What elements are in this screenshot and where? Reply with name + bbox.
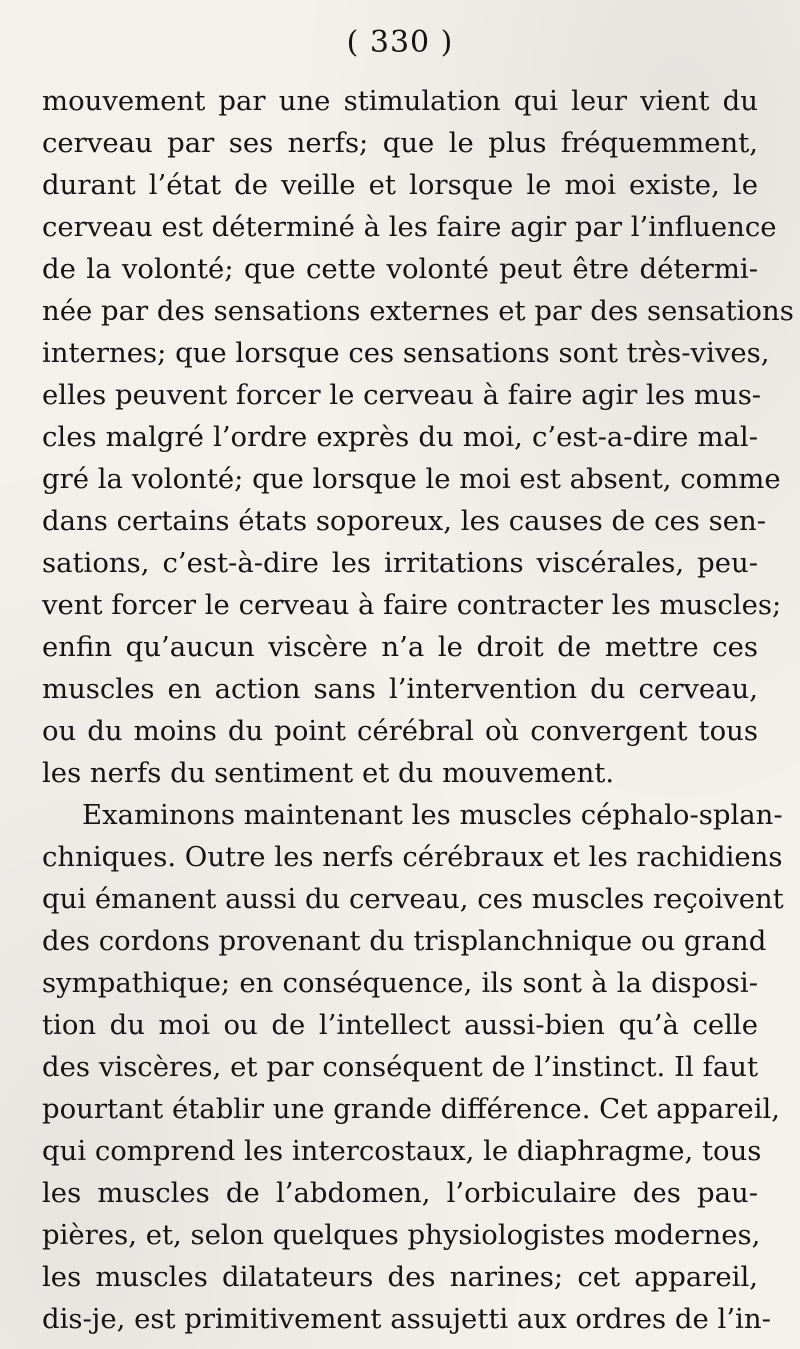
text-line: qui émanent aussi du cerveau, ces muscles reçoivent <box>42 883 784 915</box>
text-line: les nerfs du sentiment et du mouvement. <box>42 757 615 789</box>
text-line: les muscles dilatateurs des narines; cet appareil, <box>42 1261 758 1293</box>
text-line: cles malgré l’ordre exprès du moi, c’est-a-dire mal- <box>42 421 758 453</box>
text-line: vent forcer le cerveau à faire contracter les muscles; <box>42 589 782 621</box>
text-line: sations, c’est-à-dire les irritations viscérales, peu- <box>42 547 758 579</box>
text-line: internes; que lorsque ces sensations sont très-vives, <box>42 337 770 369</box>
text-line: de la volonté; que cette volonté peut être détermi- <box>42 253 758 285</box>
page-number: ( 330 ) <box>346 25 454 60</box>
text-line: sympathique; en conséquence, ils sont à la disposi- <box>42 967 758 999</box>
text-line: durant l’état de veille et lorsque le moi existe, le <box>42 169 758 201</box>
text-line: elles peuvent forcer le cerveau à faire agir les mus- <box>42 379 762 411</box>
text-line: les muscles de l’abdomen, l’orbiculaire des pau- <box>42 1177 758 1209</box>
text-line: qui comprend les intercostaux, le diaphragme, tous <box>42 1135 762 1167</box>
text-line: ou du moins du point cérébral où convergent tous <box>42 715 758 747</box>
text-line: née par des sensations externes et par des sensations <box>42 295 794 327</box>
text-line: cerveau est déterminé à les faire agir par l’influence <box>42 211 777 243</box>
text-line: chniques. Outre les nerfs cérébraux et les rachidiens <box>42 841 783 873</box>
text-line: cerveau par ses nerfs; que le plus fréquemment, <box>42 127 758 159</box>
text-line: dis-je, est primitivement assujetti aux ordres de l’in- <box>42 1303 771 1335</box>
text-line: des cordons provenant du trisplanchnique ou grand <box>42 925 767 957</box>
text-line: gré la volonté; que lorsque le moi est absent, comme <box>42 463 781 495</box>
text-line: enfin qu’aucun viscère n’a le droit de mettre ces <box>42 631 758 663</box>
text-line: des viscères, et par conséquent de l’instinct. Il faut <box>42 1051 758 1083</box>
text-line: mouvement par une stimulation qui leur vient du <box>42 85 758 117</box>
text-line: pourtant établir une grande différence. Cet appareil, <box>42 1093 781 1125</box>
text-line-paragraph-start: Examinons maintenant les muscles céphalo-splan- <box>82 799 783 831</box>
text-line: dans certains états soporeux, les causes de ces sen- <box>42 505 766 537</box>
text-line: muscles en action sans l’intervention du cerveau, <box>42 673 758 705</box>
text-line: tion du moi ou de l’intellect aussi-bien qu’à celle <box>42 1009 758 1041</box>
body-text <box>42 80 794 1340</box>
text-line: pières, et, selon quelques physiologistes modernes, <box>42 1219 761 1251</box>
